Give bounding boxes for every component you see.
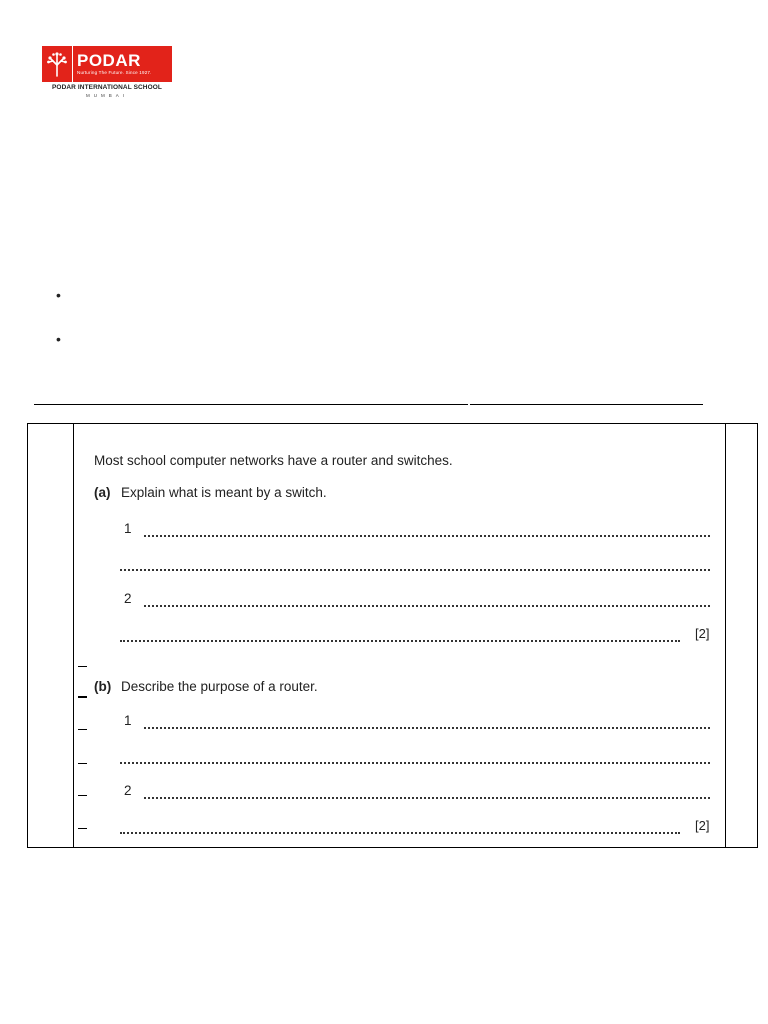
margin-dash (78, 696, 87, 698)
answer-line[interactable] (120, 762, 710, 764)
part-a-label: (a) (94, 485, 111, 500)
part-a-prompt: Explain what is meant by a switch. (121, 485, 327, 500)
part-b-prompt: Describe the purpose of a router. (121, 679, 318, 694)
margin-dash (78, 795, 87, 796)
bullet-point: • (56, 287, 61, 303)
logo-city: MUMBAI (86, 93, 128, 98)
margin-dash (78, 666, 87, 667)
separator-line (34, 404, 468, 405)
answer-line[interactable] (144, 797, 710, 799)
tree-icon (42, 46, 72, 82)
answer-line[interactable] (144, 727, 710, 729)
margin-dash (78, 729, 87, 730)
logo-tagline: Nurturing The Future. Since 1927. (77, 70, 152, 75)
part-b-marks: [2] (695, 818, 710, 833)
bullet-point: • (56, 331, 61, 347)
margin-dash (78, 828, 87, 829)
part-a-line-number: 2 (124, 591, 132, 606)
answer-line[interactable] (120, 569, 710, 571)
part-b-label: (b) (94, 679, 112, 694)
answer-line[interactable] (120, 640, 680, 642)
part-a-line-number: 1 (124, 521, 132, 536)
question-table (27, 423, 758, 848)
separator-line (470, 404, 703, 405)
part-b-line-number: 1 (124, 713, 132, 728)
margin-dash (78, 763, 87, 764)
part-b-line-number: 2 (124, 783, 132, 798)
left-column-border (73, 424, 74, 847)
logo-wordmark: PODAR (77, 51, 141, 70)
answer-line[interactable] (144, 605, 710, 607)
part-a-marks: [2] (695, 626, 710, 641)
school-logo (42, 46, 172, 98)
question-intro: Most school computer networks have a router and switches. (94, 453, 453, 468)
right-column-border (725, 424, 726, 847)
answer-line[interactable] (144, 535, 710, 537)
logo-school-name: PODAR INTERNATIONAL SCHOOL (52, 84, 162, 91)
answer-line[interactable] (120, 832, 680, 834)
